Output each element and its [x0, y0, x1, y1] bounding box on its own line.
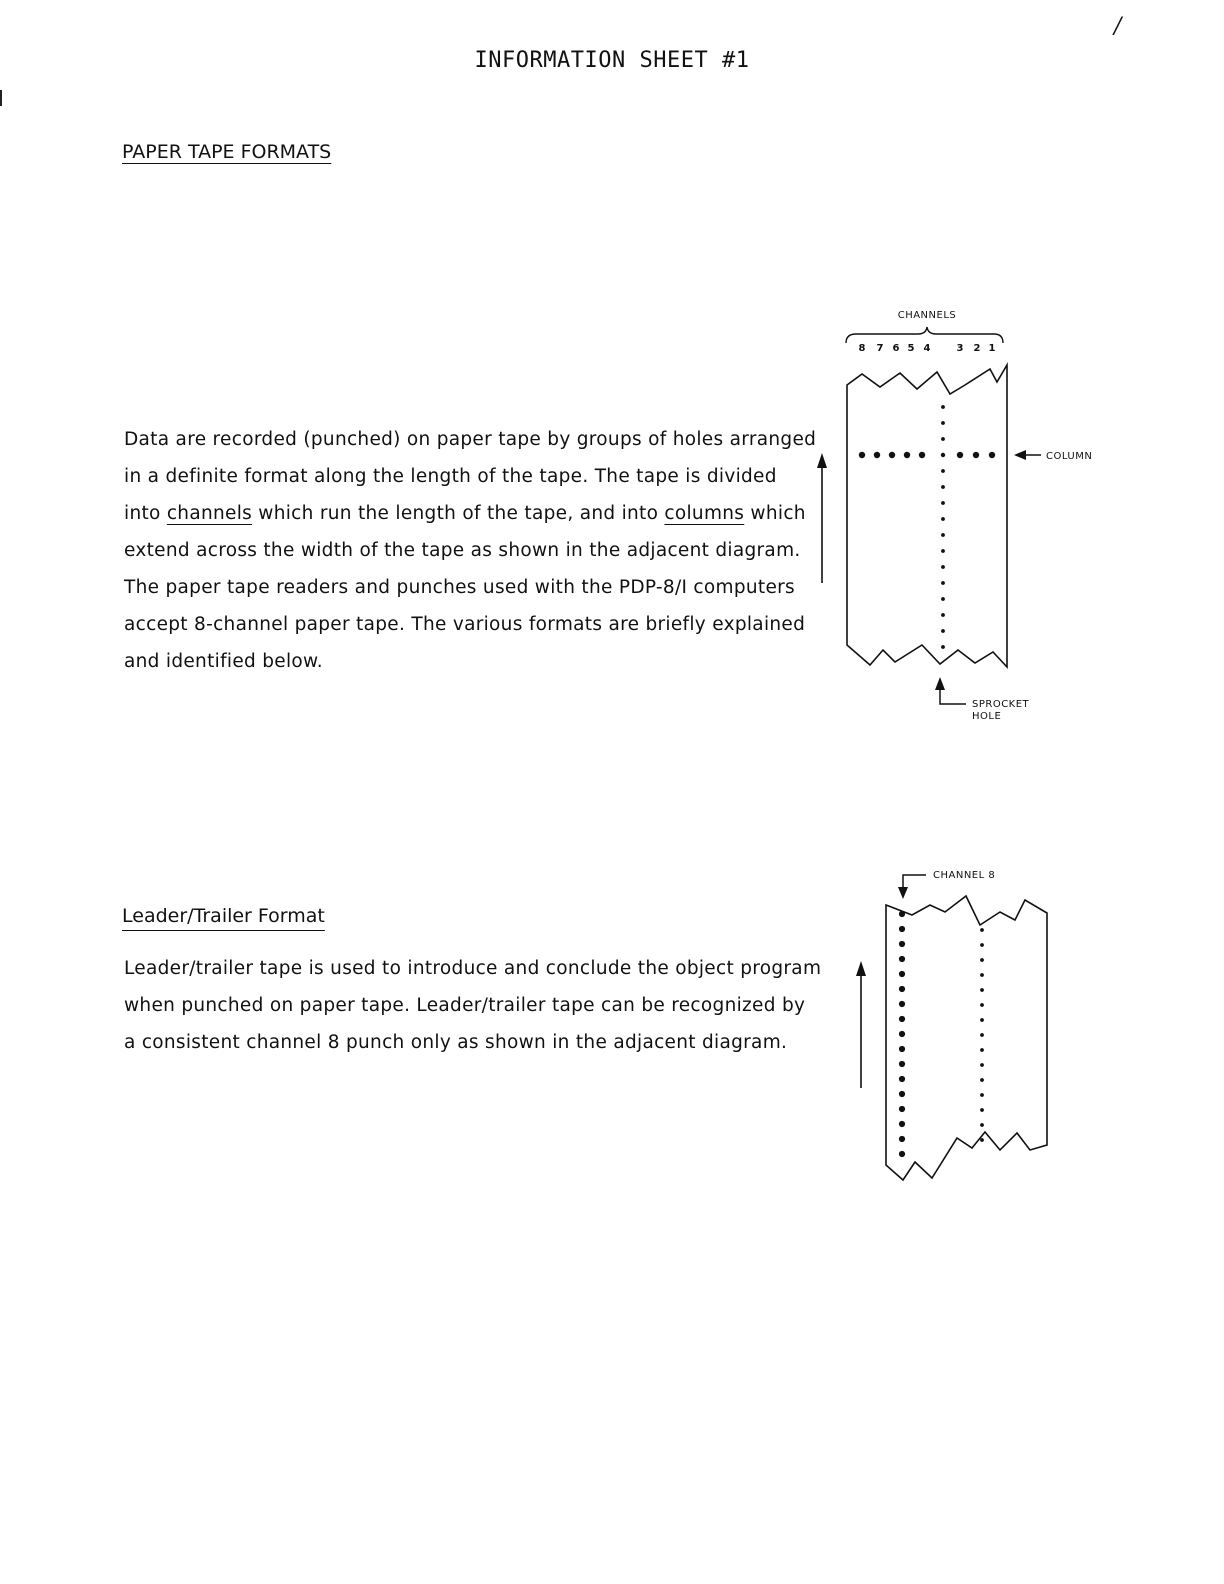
channel-8-hole	[899, 1031, 905, 1037]
channels-brace	[846, 327, 1003, 343]
channel-8-hole	[899, 956, 905, 962]
sprocket-hole	[980, 1033, 984, 1037]
sprocket-hole	[941, 501, 945, 505]
channel-8-hole	[899, 1151, 905, 1157]
section-heading: PAPER TAPE FORMATS	[122, 141, 332, 163]
channel-8-hole	[899, 1016, 905, 1022]
column-label: COLUMN	[1046, 451, 1093, 462]
channel-number-2: 2	[973, 343, 981, 354]
sprocket-hole	[980, 1063, 984, 1067]
sprocket-label-line-1: SPROCKET	[972, 699, 1030, 710]
sprocket-hole	[941, 597, 945, 601]
sprocket-hole	[941, 613, 945, 617]
intro-line-7: and identified below.	[124, 651, 323, 672]
sprocket-hole	[980, 1078, 984, 1082]
sprocket-hole	[941, 645, 945, 649]
sprocket-hole	[980, 973, 984, 977]
channel-8-hole	[899, 1046, 905, 1052]
data-hole	[989, 452, 995, 458]
channel8-pointer-arrow	[903, 875, 926, 890]
intro-line-3	[124, 495, 824, 532]
leader-trailer-heading: Leader/Trailer Format	[122, 905, 325, 927]
sprocket-hole	[980, 943, 984, 947]
sprocket-hole	[980, 1018, 984, 1022]
sprocket-label-line-2: HOLE	[972, 711, 1002, 722]
intro-line-2: in a definite format along the length of the tape. The tape is divided	[124, 466, 777, 487]
intro-line-3-c: which run the length of the tape, and into	[252, 503, 665, 524]
sprocket-hole	[980, 1093, 984, 1097]
sprocket-hole	[941, 565, 945, 569]
channel-8-hole	[899, 1076, 905, 1082]
channel-number-5: 5	[907, 343, 915, 354]
scan-edge-mark	[0, 90, 2, 106]
sprocket-hole	[980, 958, 984, 962]
channel-8-hole	[899, 941, 905, 947]
channel-8-punch-column	[899, 911, 905, 1157]
sprocket-hole	[980, 1123, 984, 1127]
channel-numbers	[859, 343, 996, 354]
page-title: INFORMATION SHEET #1	[474, 48, 750, 73]
sprocket-hole	[980, 928, 984, 932]
sprocket-hole	[980, 988, 984, 992]
intro-line-1: Data are recorded (punched) on paper tape by groups of holes arranged	[124, 429, 817, 450]
channel-8-hole	[899, 1001, 905, 1007]
data-hole	[957, 452, 963, 458]
data-hole	[919, 452, 925, 458]
data-hole	[904, 452, 910, 458]
leader-line-3: a consistent channel 8 punch only as shown in the adjacent diagram.	[124, 1032, 788, 1053]
page-mark: /	[1114, 14, 1122, 39]
channel-8-hole	[899, 986, 905, 992]
channel-8-hole	[899, 1121, 905, 1127]
channel-8-hole	[899, 926, 905, 932]
data-hole	[874, 452, 880, 458]
channel-number-7: 7	[876, 343, 884, 354]
channel-8-hole	[899, 1091, 905, 1097]
sprocket-hole	[941, 437, 945, 441]
channel-8-hole	[899, 971, 905, 977]
sprocket-hole	[980, 1138, 984, 1142]
sprocket-hole	[941, 469, 945, 473]
sprocket-hole	[941, 533, 945, 537]
channels-label: CHANNELS	[897, 310, 957, 321]
leader-line-1: Leader/trailer tape is used to introduce and conclude the object program	[124, 958, 822, 979]
sprocket-hole	[980, 1048, 984, 1052]
channel-8-hole	[899, 1136, 905, 1142]
intro-line-6: accept 8-channel paper tape. The various formats are briefly explained	[124, 614, 806, 635]
leader-sprocket-hole-column	[980, 928, 984, 1142]
term-columns: columns	[664, 503, 745, 524]
sprocket-hole-column	[941, 405, 945, 649]
intro-line-3-a: into	[124, 503, 167, 524]
sprocket-hole	[941, 405, 945, 409]
data-hole	[889, 452, 895, 458]
sprocket-pointer-arrow	[940, 688, 966, 704]
channel-8-hole	[899, 1061, 905, 1067]
channel8-label: CHANNEL 8	[933, 870, 996, 881]
intro-paragraph	[124, 421, 824, 680]
channel-number-4: 4	[923, 343, 931, 354]
sprocket-hole	[941, 517, 945, 521]
sprocket-hole	[980, 1108, 984, 1112]
leader-direction-arrowhead	[856, 961, 866, 976]
sprocket-hole	[980, 1003, 984, 1007]
channel-8-hole	[899, 911, 905, 917]
sprocket-hole	[941, 453, 945, 457]
channel-number-1: 1	[988, 343, 996, 354]
column-pointer-arrowhead	[1014, 450, 1026, 460]
sprocket-pointer-arrowhead	[935, 677, 945, 690]
data-column-row	[859, 452, 995, 458]
term-channels: channels	[166, 503, 253, 524]
data-hole	[859, 452, 865, 458]
sprocket-hole	[941, 629, 945, 633]
intro-line-3-e: which	[744, 503, 806, 524]
intro-line-5: The paper tape readers and punches used with the PDP-8/I computers	[124, 577, 795, 598]
sprocket-hole	[941, 485, 945, 489]
sprocket-hole	[941, 421, 945, 425]
leader-trailer-paragraph	[124, 950, 824, 1061]
sprocket-hole	[941, 581, 945, 585]
channel-number-6: 6	[892, 343, 900, 354]
channel-number-3: 3	[956, 343, 964, 354]
leader-line-2: when punched on paper tape. Leader/trailer tape can be recognized by	[124, 995, 806, 1016]
sprocket-hole	[941, 549, 945, 553]
data-hole	[973, 452, 979, 458]
channel8-pointer-arrowhead	[898, 887, 908, 899]
leader-tape-outline	[886, 896, 1047, 1180]
channel-number-8: 8	[858, 343, 866, 354]
channel-8-hole	[899, 1106, 905, 1112]
tape-outline	[847, 365, 1007, 667]
intro-line-4: extend across the width of the tape as shown in the adjacent diagram.	[124, 540, 801, 561]
